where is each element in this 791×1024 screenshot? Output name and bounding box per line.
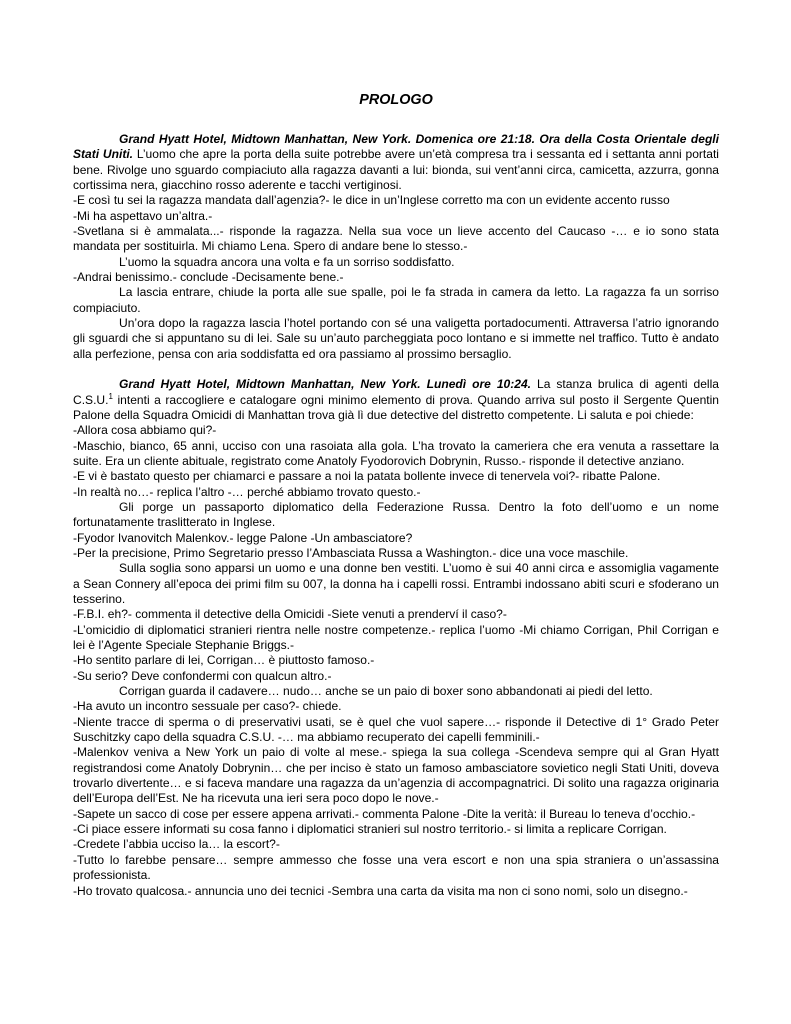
paragraph: L’uomo la squadra ancora una volta e fa un sorriso soddisfatto. xyxy=(119,254,455,269)
page-title: PROLOGO xyxy=(359,92,433,108)
paragraph: Sulla soglia sono apparsi un uomo e una donne ben vestiti. L’uomo è sui 40 anni circa e assomiglia vagamente a Sean Connery all’epoca dei primi film su 007, la donna ha i capelli rossi. Entrambi indossano abiti scuri e sfoderano un tesserino. xyxy=(73,561,719,606)
section2-opening xyxy=(73,377,719,423)
dialogue-line: -E vi è bastato questo per chiamarci e passare a noi la patata bollente invece di tenervela voi?- ribatte Palone. xyxy=(73,469,661,484)
dialogue-line: -Niente tracce di sperma o di preservativi usati, se è quel che vuol sapere…- risponde il Detective di 1° Grado Peter Suschitzky capo della squadra C.S.U. -… ma abbiamo recuperato dei capelli femminili.- xyxy=(73,714,719,745)
paragraph: Un’ora dopo la ragazza lascia l’hotel portando con sé una valigetta portadocumenti. Attraversa l’atrio ignorando gli sguardi che si appuntano su di lei. Sale su un’auto parcheggiata poco lontano e si immette nel traffico. Tutto è andato alla perfezione, pensa con aria soddisfatta ed ora passiamo al prossimo bersaglio. xyxy=(73,316,719,361)
dialogue-line: -Maschio, bianco, 65 anni, ucciso con una rasoiata alla gola. L’ha trovato la cameriera che era venuta a rassettare la suite. Era un cliente abituale, registrato come Anatoly Fyodorovich Dobrynin, Russo.- risponde il detective anziano. xyxy=(73,438,719,468)
dialogue-line: -Svetlana si è ammalata...- risponde la ragazza. Nella sua voce un lieve accento del Caucaso -… e io sono stata mandata per sostituirla. Mi chiamo Lena. Spero di andare bene lo stesso.- xyxy=(73,224,719,254)
dialogue-line: -Allora cosa abbiamo qui?- xyxy=(73,423,217,438)
dialogue-line: -L’omicidio di diplomatici stranieri rientra nelle nostre competenze.- replica l’uomo -Mi chiamo Corrigan, Phil Corrigan e lei è l’Agente Speciale Stephanie Briggs.- xyxy=(73,622,719,652)
dialogue-line: -Malenkov veniva a New York un paio di volte al mese.- spiega la sua collega -Scendeva sempre qui al Gran Hyatt registrandosi come Anatoly Dobrynin… che per inciso è stato un famoso ambasciatore sovietico negli Stati Uniti, doveva trovarlo divertente… e si faceva mandare una ragazza da un’agenzia di accompagnatrici. Di solito una ragazza originaria dell’Europa dell’Est. Ne ha ricevuta una ieri sera poco dopo le nove.- xyxy=(73,745,719,806)
section1-heading: Grand Hyatt Hotel, Midtown Manhattan, New York. Domenica ore 21:18. Ora della Costa Orientale degli Stati Uniti. xyxy=(73,132,719,162)
section1-intro: L’uomo che apre la porta della suite potrebbe avere un’età compresa tra i sessanta ed i settanta anni portati bene. Rivolge uno sguardo compiaciuto alla ragazza davanti a lui: bionda, sui vent’anni circa, camicetta, azzurra, gonna cortissima nera, giacchino rosso aderente e tacchi vertiginosi. xyxy=(73,147,719,193)
dialogue-line: -In realtà no…- replica l’altro -… perché abbiamo trovato questo.- xyxy=(73,484,421,499)
dialogue-line: -Ho sentito parlare di lei, Corrigan… è piuttosto famoso.- xyxy=(73,653,375,668)
dialogue-line: -Tutto lo farebbe pensare… sempre ammesso che fosse una vera escort e non una spia straniera o un’assassina professionista. xyxy=(73,852,719,883)
dialogue-line: -Ci piace essere informati su cosa fanno i diplomatici stranieri sul nostro territorio.- si limita a replicare Corrigan. xyxy=(73,822,667,837)
dialogue-line: -E così tu sei la ragazza mandata dall’agenzia?- le dice in un’Inglese corretto ma con un evidente accento russo xyxy=(73,193,670,208)
paragraph: La lascia entrare, chiude la porta alle sue spalle, poi le fa strada in camera da letto. La ragazza fa un sorriso compiaciuto. xyxy=(73,285,719,315)
dialogue-line: -Fyodor Ivanovitch Malenkov.- legge Palone -Un ambasciatore? xyxy=(73,530,413,545)
document-page xyxy=(73,91,719,899)
paragraph: Gli porge un passaporto diplomatico della Federazione Russa. Dentro la foto dell’uomo e un nome fortunatamente traslitterato in Inglese. xyxy=(73,499,719,530)
dialogue-line: -F.B.I. eh?- commenta il detective della Omicidi -Siete venuti a prenderví il caso?- xyxy=(73,607,507,622)
dialogue-line: -Per la precisione, Primo Segretario presso l’Ambasciata Russa a Washington.- dice una voce maschile. xyxy=(73,545,629,560)
section1-opening xyxy=(73,132,719,193)
dialogue-line: -Mi ha aspettavo un’altra.- xyxy=(73,208,213,223)
dialogue-line: -Su serio? Deve confondermi con qualcun altro.- xyxy=(73,668,332,683)
dialogue-line: -Credete l’abbia ucciso la… la escort?- xyxy=(73,837,280,852)
dialogue-line: -Andrai benissimo.- conclude -Decisamente bene.- xyxy=(73,270,344,285)
dialogue-line: -Ha avuto un incontro sessuale per caso?- chiede. xyxy=(73,699,342,714)
footnote-marker[interactable]: 1 xyxy=(108,391,113,401)
paragraph: Corrigan guarda il cadavere… nudo… anche se un paio di boxer sono abbandonati ai piedi del letto. xyxy=(119,684,653,699)
section2-intro-b: intenti a raccogliere e catalogare ogni minimo elemento di prova. Quando arriva sul posto il Sergente Quentin Palone della Squadra Omicidi di Manhattan trova già lì due detective del distretto competente. Li saluta e poi chiede: xyxy=(73,392,719,422)
dialogue-line: -Sapete un sacco di cose per essere appena arrivati.- commenta Palone -Dite la verità: il Bureau lo teneva d’occhio.- xyxy=(73,806,696,821)
section2-intro-a: La stanza brulica di agenti della C.S.U. xyxy=(73,377,719,407)
dialogue-line: -Ho trovato qualcosa.- annuncia uno dei tecnici -Sembra una carta da visita ma non ci sono nomi, solo un disegno.- xyxy=(73,883,688,898)
section2-heading: Grand Hyatt Hotel, Midtown Manhattan, New York. Lunedì ore 10:24. xyxy=(119,377,532,392)
